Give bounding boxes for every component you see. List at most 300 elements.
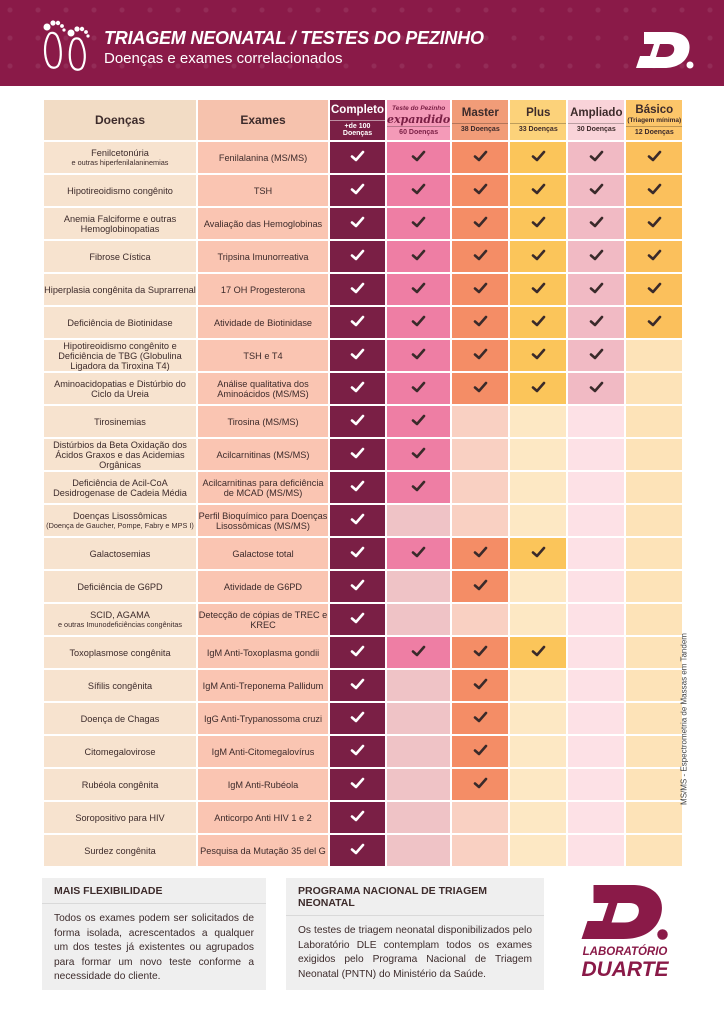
included-cell: [330, 142, 385, 173]
empty-cell: [387, 604, 450, 635]
included-cell: [452, 769, 508, 800]
page-header: [0, 0, 724, 86]
included-cell: [568, 373, 624, 404]
plan-header-basico: [626, 100, 682, 140]
included-cell: [330, 373, 385, 404]
check-icon: [350, 480, 365, 492]
exam-name: Pesquisa da Mutação 35 del G: [200, 845, 326, 856]
empty-cell: [387, 835, 450, 866]
included-cell: [510, 142, 566, 173]
disease-cell: [44, 241, 196, 272]
plan-header-plus: [510, 100, 566, 140]
exam-cell: [198, 538, 328, 569]
check-icon: [473, 579, 488, 591]
included-cell: [330, 505, 385, 536]
empty-cell: [626, 637, 682, 668]
empty-cell: [510, 439, 566, 470]
check-icon: [473, 348, 488, 360]
check-icon: [350, 150, 365, 162]
included-cell: [452, 571, 508, 602]
check-icon: [589, 282, 604, 294]
disease-cell: [44, 802, 196, 833]
disease-cell: [44, 472, 196, 503]
disease-cell: [44, 538, 196, 569]
check-icon: [473, 282, 488, 294]
disease-cell: [44, 637, 196, 668]
check-icon: [473, 645, 488, 657]
exam-cell: [198, 208, 328, 239]
disease-name: Fibrose Cística: [89, 251, 151, 262]
disease-cell: [44, 142, 196, 173]
included-cell: [330, 241, 385, 272]
logo-label-line2: DUARTE: [581, 958, 669, 981]
included-cell: [510, 175, 566, 206]
included-cell: [626, 142, 682, 173]
side-note-text: MS/MS - Espectrometria de Massas em Tandem: [679, 633, 689, 805]
check-icon: [350, 183, 365, 195]
check-icon: [531, 546, 546, 558]
disease-cell: [44, 571, 196, 602]
empty-cell: [568, 472, 624, 503]
flexibility-box: [42, 878, 266, 990]
included-cell: [568, 307, 624, 338]
exam-name: 17 OH Progesterona: [220, 284, 306, 295]
table-row: [44, 538, 682, 569]
included-cell: [330, 802, 385, 833]
check-icon: [473, 711, 488, 723]
plan-name: Plus: [526, 107, 551, 119]
exam-name: Fenilalanina (MS/MS): [218, 152, 308, 163]
disease-cell: [44, 340, 196, 371]
exam-name: Análise qualitativa dos Aminoácidos (MS/MS): [217, 378, 309, 399]
check-icon: [531, 645, 546, 657]
table-row: [44, 769, 682, 800]
empty-cell: [452, 802, 508, 833]
table-row: [44, 175, 682, 206]
included-cell: [387, 274, 450, 305]
disease-name: Citomegalovirose: [84, 746, 156, 757]
disease-name: Soropositivo para HIV: [75, 812, 165, 823]
included-cell: [330, 175, 385, 206]
exam-name: IgM Anti-Treponema Pallidum: [202, 680, 324, 691]
check-icon: [589, 315, 604, 327]
exam-cell: [198, 406, 328, 437]
exam-name: Detecção de cópias de TREC e KREC: [198, 609, 328, 630]
plan-name: Teste do Pezinho: [392, 104, 446, 112]
plan-name: Completo: [330, 103, 385, 116]
included-cell: [330, 340, 385, 371]
plan-name: Ampliado: [570, 107, 623, 119]
column-header-diseases: Doenças: [44, 100, 196, 140]
exam-name: IgM Anti-Citomegalovírus: [211, 746, 315, 757]
plan-name: Básico: [635, 104, 674, 116]
check-icon: [350, 546, 365, 558]
table-row: [44, 274, 682, 305]
disease-name: Hipotireoidismo congênito e Deficiência de TBG (Globulina Ligadora da Tiroxina T4): [58, 340, 182, 371]
disease-cell: [44, 670, 196, 701]
empty-cell: [626, 406, 682, 437]
included-cell: [330, 208, 385, 239]
exam-cell: [198, 571, 328, 602]
included-cell: [387, 241, 450, 272]
disease-name: Surdez congênita: [84, 845, 156, 856]
table-row: [44, 571, 682, 602]
included-cell: [510, 274, 566, 305]
pntn-text: Os testes de triagem neonatal disponibilizados pelo Laboratório DLE contemplam todos os exames exigidos pelo Programa Nacional de Triagem Neonatal (PNTN) do Ministério da Saúde.: [298, 925, 532, 980]
exam-cell: [198, 340, 328, 371]
empty-cell: [568, 571, 624, 602]
table-body: [44, 142, 682, 866]
exam-name: Galactose total: [232, 548, 294, 559]
empty-cell: [452, 439, 508, 470]
check-icon: [350, 678, 365, 690]
included-cell: [452, 538, 508, 569]
empty-cell: [510, 571, 566, 602]
check-icon: [589, 183, 604, 195]
check-icon: [531, 150, 546, 162]
included-cell: [626, 307, 682, 338]
check-icon: [531, 216, 546, 228]
table-row: [44, 439, 682, 470]
check-icon: [350, 348, 365, 360]
included-cell: [568, 340, 624, 371]
included-cell: [330, 736, 385, 767]
included-cell: [452, 340, 508, 371]
included-cell: [510, 307, 566, 338]
included-cell: [568, 175, 624, 206]
exam-name: TSH: [253, 185, 273, 196]
check-icon: [411, 315, 426, 327]
plan-header-master: [452, 100, 508, 140]
check-icon: [411, 249, 426, 261]
table-row: [44, 472, 682, 503]
check-icon: [589, 249, 604, 261]
disease-cell: [44, 175, 196, 206]
check-icon: [411, 183, 426, 195]
page-title: TRIAGEM NEONATAL / TESTES DO PEZINHO: [104, 28, 484, 48]
included-cell: [330, 538, 385, 569]
empty-cell: [568, 802, 624, 833]
logo-label-line1: LABORATÓRIO: [582, 946, 668, 958]
exam-cell: [198, 703, 328, 734]
check-icon: [350, 711, 365, 723]
check-icon: [647, 249, 662, 261]
empty-cell: [626, 439, 682, 470]
exam-cell: [198, 802, 328, 833]
exam-cell: [198, 769, 328, 800]
included-cell: [452, 637, 508, 668]
included-cell: [452, 175, 508, 206]
table-row: [44, 802, 682, 833]
included-cell: [330, 769, 385, 800]
exam-name: Anticorpo Anti HIV 1 e 2: [214, 812, 312, 823]
exam-name: Perfil Bioquímico para Doenças Lisossômicas (MS/MS): [198, 510, 328, 531]
exam-name: Avaliação das Hemoglobinas: [203, 218, 323, 229]
disease-note: e outras hiperfenilalaninemias: [71, 157, 169, 167]
disease-name: Tirosinemias: [94, 416, 146, 427]
check-icon: [589, 150, 604, 162]
check-icon: [350, 843, 365, 855]
included-cell: [387, 637, 450, 668]
included-cell: [568, 274, 624, 305]
check-icon: [589, 381, 604, 393]
check-icon: [411, 645, 426, 657]
table-row: [44, 340, 682, 371]
plan-sub: (Triagem mínima): [627, 117, 682, 124]
included-cell: [330, 571, 385, 602]
included-cell: [330, 835, 385, 866]
empty-cell: [387, 571, 450, 602]
included-cell: [330, 406, 385, 437]
exam-cell: [198, 307, 328, 338]
included-cell: [387, 307, 450, 338]
included-cell: [387, 208, 450, 239]
plan-header-ampliado: [568, 100, 624, 140]
disease-cell: [44, 406, 196, 437]
empty-cell: [626, 505, 682, 536]
check-icon: [350, 216, 365, 228]
empty-cell: [387, 769, 450, 800]
exam-cell: [198, 142, 328, 173]
disease-note: e outras Imunodeficiências congênitas: [57, 619, 183, 629]
check-icon: [350, 579, 365, 591]
exam-name: Acilcarnitinas (MS/MS): [216, 449, 310, 460]
exam-name: Tirosina (MS/MS): [227, 416, 299, 427]
check-icon: [473, 381, 488, 393]
included-cell: [510, 637, 566, 668]
check-icon: [473, 678, 488, 690]
check-icon: [647, 315, 662, 327]
included-cell: [330, 472, 385, 503]
baby-feet-icon: [38, 14, 96, 72]
check-icon: [411, 282, 426, 294]
disease-name: Toxoplasmose congênita: [69, 647, 171, 658]
empty-cell: [387, 703, 450, 734]
plan-count: 33 Doenças: [510, 123, 566, 133]
exam-cell: [198, 505, 328, 536]
disease-cell: [44, 505, 196, 536]
table-row: [44, 703, 682, 734]
included-cell: [452, 736, 508, 767]
check-icon: [531, 348, 546, 360]
side-note: [676, 574, 692, 864]
exam-name: IgM Anti-Toxoplasma gondii: [206, 647, 320, 658]
exam-cell: [198, 472, 328, 503]
disease-cell: [44, 835, 196, 866]
included-cell: [452, 208, 508, 239]
check-icon: [411, 216, 426, 228]
check-icon: [350, 315, 365, 327]
check-icon: [473, 183, 488, 195]
empty-cell: [568, 670, 624, 701]
exam-name: Atividade de G6PD: [223, 581, 303, 592]
disease-cell: [44, 439, 196, 470]
empty-cell: [387, 736, 450, 767]
included-cell: [452, 307, 508, 338]
included-cell: [330, 703, 385, 734]
included-cell: [510, 208, 566, 239]
plan-header-expandido: [387, 100, 450, 140]
empty-cell: [626, 802, 682, 833]
flexibility-title: MAIS FLEXIBILIDADE: [42, 878, 266, 904]
table-row: [44, 736, 682, 767]
disease-note: (Doença de Gaucher, Pompe, Fabry e MPS I): [46, 520, 194, 530]
plan-header-completo: [330, 100, 385, 140]
table-header-row: [44, 100, 682, 140]
empty-cell: [568, 439, 624, 470]
included-cell: [626, 274, 682, 305]
exam-cell: [198, 835, 328, 866]
exam-cell: [198, 670, 328, 701]
check-icon: [411, 150, 426, 162]
empty-cell: [626, 736, 682, 767]
table-row: [44, 835, 682, 866]
empty-cell: [452, 835, 508, 866]
included-cell: [510, 373, 566, 404]
disease-name: Doenças Lisossômicas: [73, 510, 167, 521]
table-row: [44, 670, 682, 701]
included-cell: [626, 208, 682, 239]
table-row: [44, 604, 682, 635]
disease-cell: [44, 208, 196, 239]
check-icon: [473, 150, 488, 162]
disease-cell: [44, 274, 196, 305]
duarte-logo-icon: [578, 882, 672, 942]
empty-cell: [568, 835, 624, 866]
empty-cell: [510, 802, 566, 833]
check-icon: [350, 381, 365, 393]
included-cell: [330, 307, 385, 338]
pntn-box: [286, 878, 544, 990]
included-cell: [330, 604, 385, 635]
exam-cell: [198, 175, 328, 206]
empty-cell: [452, 604, 508, 635]
plan-count: 38 Doenças: [452, 123, 508, 133]
disease-name: Distúrbios da Beta Oxidação dos Ácidos Graxos e das Acidemias Orgânicas: [53, 439, 187, 470]
check-icon: [411, 381, 426, 393]
check-icon: [589, 216, 604, 228]
disease-cell: [44, 373, 196, 404]
check-icon: [473, 546, 488, 558]
disease-cell: [44, 604, 196, 635]
empty-cell: [568, 406, 624, 437]
check-icon: [350, 810, 365, 822]
empty-cell: [626, 604, 682, 635]
disease-name: Hipotireoidismo congênito: [67, 185, 173, 196]
empty-cell: [568, 769, 624, 800]
included-cell: [452, 142, 508, 173]
disease-name: Aminoacidopatias e Distúrbio do Ciclo da Ureia: [54, 378, 186, 399]
disease-name: Galactosemias: [89, 548, 151, 559]
check-icon: [531, 381, 546, 393]
included-cell: [330, 274, 385, 305]
check-icon: [589, 348, 604, 360]
included-cell: [387, 175, 450, 206]
pntn-title: PROGRAMA NACIONAL DE TRIAGEM NEONATAL: [286, 878, 544, 916]
empty-cell: [626, 769, 682, 800]
empty-cell: [626, 472, 682, 503]
table-row: [44, 373, 682, 404]
check-icon: [350, 414, 365, 426]
disease-name: Rubéola congênita: [81, 779, 159, 790]
empty-cell: [510, 670, 566, 701]
included-cell: [387, 142, 450, 173]
check-icon: [411, 546, 426, 558]
empty-cell: [452, 472, 508, 503]
empty-cell: [510, 736, 566, 767]
check-icon: [473, 216, 488, 228]
check-icon: [647, 216, 662, 228]
check-icon: [350, 513, 365, 525]
check-icon: [411, 414, 426, 426]
included-cell: [330, 439, 385, 470]
empty-cell: [626, 373, 682, 404]
exam-cell: [198, 604, 328, 635]
exam-cell: [198, 439, 328, 470]
included-cell: [330, 670, 385, 701]
plan-count: 12 Doenças: [626, 126, 682, 136]
table-row: [44, 637, 682, 668]
empty-cell: [510, 406, 566, 437]
plan-count: +de 100 Doenças: [330, 120, 385, 137]
exam-cell: [198, 274, 328, 305]
empty-cell: [387, 802, 450, 833]
check-icon: [473, 744, 488, 756]
included-cell: [568, 241, 624, 272]
included-cell: [387, 373, 450, 404]
disease-name: Deficiência de Acil-CoA Desidrogenase de Cadeia Média: [53, 477, 187, 498]
table-row: [44, 505, 682, 536]
exam-name: TSH e T4: [243, 350, 283, 361]
check-icon: [350, 249, 365, 261]
check-icon: [350, 612, 365, 624]
empty-cell: [387, 505, 450, 536]
check-icon: [350, 744, 365, 756]
column-header-exams: Exames: [198, 100, 328, 140]
included-cell: [452, 703, 508, 734]
check-icon: [473, 777, 488, 789]
plan-count: 60 Doenças: [387, 126, 450, 136]
table-row: [44, 241, 682, 272]
check-icon: [473, 249, 488, 261]
included-cell: [387, 439, 450, 470]
included-cell: [510, 538, 566, 569]
empty-cell: [626, 340, 682, 371]
exam-name: Acilcarnitinas para deficiência de MCAD (MS/MS): [202, 477, 324, 498]
exam-cell: [198, 637, 328, 668]
plan-sub: expandido: [387, 112, 451, 126]
plan-count: 30 Doenças: [568, 123, 624, 133]
check-icon: [350, 777, 365, 789]
empty-cell: [626, 571, 682, 602]
flexibility-text: Todos os exames podem ser solicitados de forma isolada, acrescentados a qualquer um dos testes já existentes ou agrupados para formar um novo teste conforme a necessidade do cliente.: [54, 913, 254, 982]
empty-cell: [568, 736, 624, 767]
screening-table: [42, 98, 684, 868]
empty-cell: [626, 835, 682, 866]
included-cell: [387, 538, 450, 569]
table-row: [44, 208, 682, 239]
exam-cell: [198, 241, 328, 272]
check-icon: [531, 315, 546, 327]
empty-cell: [568, 505, 624, 536]
check-icon: [647, 150, 662, 162]
check-icon: [531, 282, 546, 294]
empty-cell: [568, 538, 624, 569]
disease-name: Anemia Falciforme e outras Hemoglobinopatias: [63, 213, 177, 234]
disease-name: Deficiência de G6PD: [77, 581, 163, 592]
disease-name: Fenilcetonúria: [91, 147, 149, 158]
empty-cell: [568, 703, 624, 734]
